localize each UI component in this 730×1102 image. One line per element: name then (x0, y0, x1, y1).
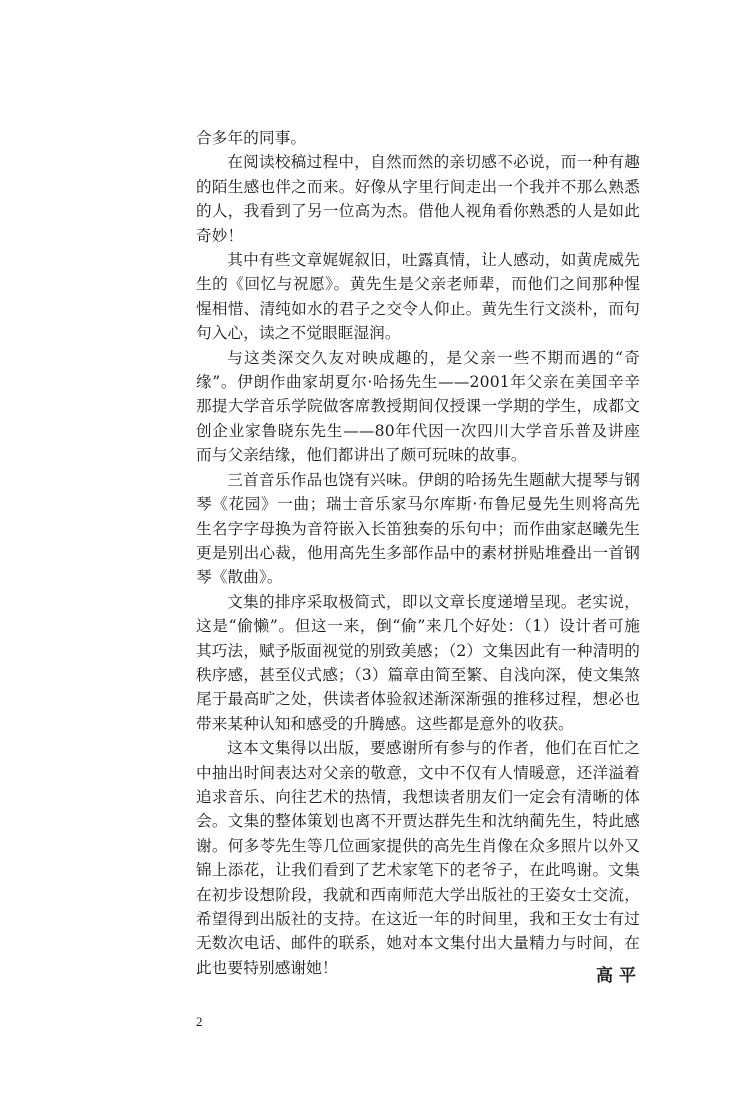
paragraph-6: 文集的排序采取极简式，即以文章长度递增呈现。老实说，这是“偷懒”。但这一来，倒“偷”来几个好处：（1）设计者可施其巧法，赋予版面视觉的别致美感；（2）文集因此有一种清明的秩序感，甚至仪式感；（3）篇章由简至繁、自浅向深，使文集煞尾于最高旷之处，供读者体验叙述渐深渐强的推移过程，想必也带来某种认知和感受的升腾感。这些都是意外的收获。 (196, 592, 640, 733)
page-number: 2 (196, 1014, 203, 1029)
paragraph-4: 与这类深交久友对映成趣的，是父亲一些不期而遇的“奇缘”。伊朗作曲家胡夏尔·哈扬先生——2001年父亲在美国辛辛那提大学音乐学院做客席教授期间仅授课一学期的学生，成都文创企业家鲁晓东先生——80年代因一次四川大学音乐普及讲座而与父亲结缘，他们都讲出了颇可玩味的故事。 (196, 348, 640, 465)
paragraph-5: 三首音乐作品也饶有兴味。伊朗的哈扬先生题献大提琴与钢琴《花园》一曲；瑞士音乐家马尔库斯·布鲁尼曼先生则将高先生名字字母换为音符嵌入长笛独奏的乐句中；而作曲家赵曦先生更是别出心裁，他用高先生多部作品中的素材拼贴堆叠出一首钢琴《散曲》。 (196, 470, 640, 587)
body-text (196, 126, 640, 980)
paragraph-7: 这本文集得以出版，要感谢所有参与的作者，他们在百忙之中抽出时间表达对父亲的敬意，文中不仅有人情暖意，还洋溢着追求音乐、向往艺术的热情，我想读者朋友们一定会有清晰的体会。文集的整体策划也离不开贾达群先生和沈纳蔺先生，特此感谢。何多苓先生等几位画家提供的高先生肖像在众多照片以外又锦上添花，让我们看到了艺术家笔下的老爷子，在此鸣谢。文集在初步设想阶段，我就和西南师范大学出版社的王姿女士交流，希望得到出版社的支持。在这近一年的时间里，我和王女士有过无数次电话、邮件的联系，她对本文集付出大量精力与时间，在此也要特别感谢她！ (196, 739, 640, 977)
paragraph-2: 在阅读校稿过程中，自然而然的亲切感不必说，而一种有趣的陌生感也伴之而来。好像从字里行间走出一个我并不那么熟悉的人，我看到了另一位高为杰。借他人视角看你熟悉的人是如此奇妙！ (196, 153, 640, 245)
author-signature: 高平 (596, 966, 642, 986)
paragraph-1: 合多年的同事。 (196, 129, 307, 147)
paragraph-3: 其中有些文章娓娓叙旧，吐露真情，让人感动，如黄虎威先生的《回忆与祝愿》。黄先生是父亲老师辈，而他们之间那种惺惺相惜、清纯如水的君子之交令人仰止。黄先生行文淡朴，而句句入心，读之不觉眼眶湿润。 (196, 251, 640, 343)
